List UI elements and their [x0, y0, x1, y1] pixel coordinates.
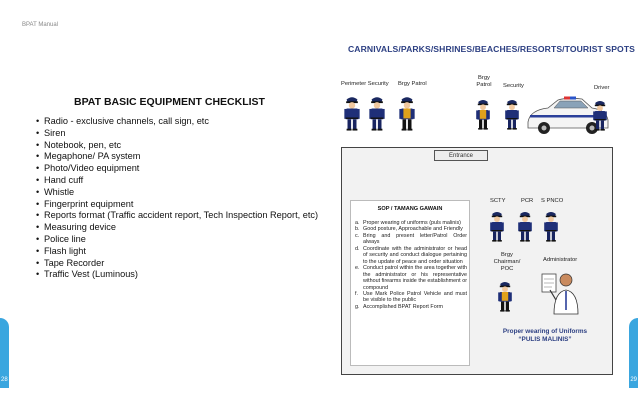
checklist-item: • Reports format (Traffic accident report, Tech Inspection Report, etc) [36, 210, 326, 222]
checklist-item: • Police line [36, 234, 326, 246]
page-number-right: 29 [630, 377, 637, 383]
checklist-item: • Tape Recorder [36, 258, 326, 270]
sop-item: f. Use Mark Police Patrol Vehicle and must be visible to the public [355, 290, 467, 304]
sop-list [355, 220, 467, 310]
checklist-item: • Measuring device [36, 222, 326, 234]
sop-item: g. Accomplished BPAT Report Form [355, 303, 443, 310]
label-brgy-chairman-poc: Brgy Chairman/ POC [493, 252, 521, 272]
label-perimeter-security: Perimeter Security [341, 81, 389, 87]
checklist-item: • Flash light [36, 246, 326, 258]
checklist-item: • Siren [36, 128, 326, 140]
checklist-title: BPAT BASIC EQUIPMENT CHECKLIST [74, 96, 265, 108]
uniform-caption-line2: “PULIS MALINIS” [518, 336, 572, 343]
entrance-label: Entrance [434, 150, 488, 161]
sop-item: d. Coordinate with the administrator or head of security and conduct dialogue pertaining to the update of peace and order situation [355, 245, 467, 265]
administrator-icon [540, 270, 582, 316]
checklist-item: • Hand cuff [36, 175, 326, 187]
driver-figure [592, 98, 608, 132]
sop-title: SOP / TAMANG GAWAIN [377, 206, 443, 212]
label-pcr: PCR [521, 198, 534, 204]
label-brgy-patrol: Brgy Patrol [398, 81, 427, 87]
header-mark: BPAT Manual [22, 22, 59, 28]
checklist-item: • Photo/Video equipment [36, 163, 326, 175]
sop-item: c. Bring and present letter/Patrol Order always [355, 232, 467, 246]
label-scty: SCTY [490, 198, 506, 204]
label-driver: Driver [594, 85, 610, 91]
scty-figure [489, 208, 505, 244]
label-s-pnco: S PNCO [541, 198, 564, 204]
uniform-caption-line1: Proper wearing of Uniforms [502, 328, 588, 335]
s-pnco-figure [543, 208, 559, 244]
sop-item: b. Good posture, Approachable and Friendly [355, 226, 463, 233]
sop-item: e. Conduct patrol within the area together with the administrator or his representative without firearms inside the establishment or compound [355, 265, 467, 291]
equipment-checklist [36, 116, 326, 281]
pcr-figure [517, 208, 533, 244]
label-administrator: Administrator [543, 257, 578, 263]
checklist-item: • Traffic Vest (Luminous) [36, 269, 326, 281]
page-number-left: 28 [1, 377, 8, 383]
checklist-item: • Notebook, pen, etc [36, 140, 326, 152]
brgy-chairman-figure [497, 276, 513, 316]
checklist-item: • Megaphone/ PA system [36, 151, 326, 163]
security-figure [504, 96, 520, 132]
police-figure [368, 94, 386, 132]
brgy-patrol-figure [398, 94, 416, 132]
venue-title: CARNIVALS/PARKS/SHRINES/BEACHES/RESORTS/TOURIST SPOTS [348, 44, 636, 54]
label-brgy-patrol-2: Brgy Patrol [476, 75, 492, 88]
police-figure [343, 94, 361, 132]
uniform-caption [486, 328, 604, 344]
label-security: Security [503, 83, 524, 89]
sop-item: a. Proper wearing of uniforms (puls malinis) [355, 220, 461, 226]
checklist-item: • Radio - exclusive channels, call sign, etc [36, 116, 326, 128]
checklist-item: • Fingerprint equipment [36, 199, 326, 211]
checklist-item: • Whistle [36, 187, 326, 199]
brgy-patrol-figure [475, 96, 491, 132]
